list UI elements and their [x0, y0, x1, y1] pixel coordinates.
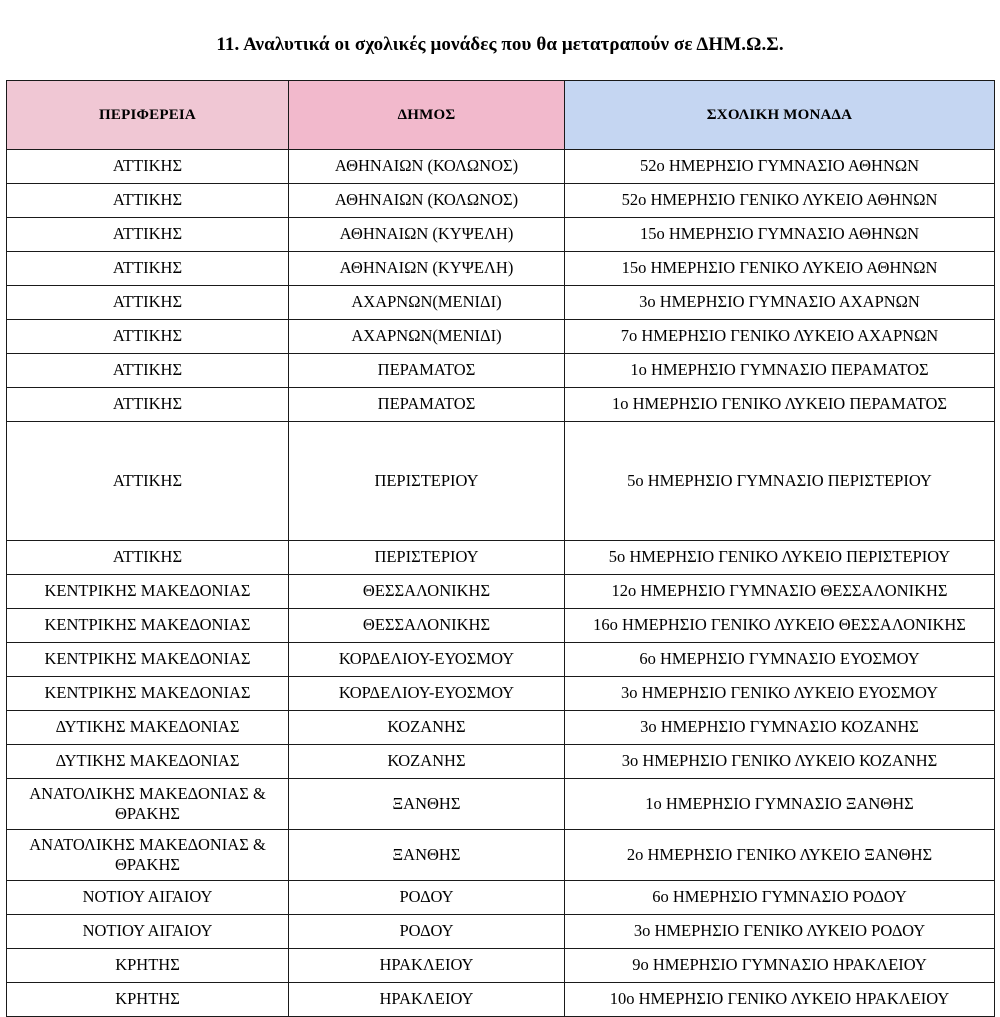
cell-region: ΑΤΤΙΚΗΣ [7, 422, 289, 541]
table-row [7, 320, 995, 354]
table-row [7, 541, 995, 575]
cell-unit: 10ο ΗΜΕΡΗΣΙΟ ΓΕΝΙΚΟ ΛΥΚΕΙΟ ΗΡΑΚΛΕΙΟΥ [565, 983, 995, 1017]
cell-region: ΑΤΤΙΚΗΣ [7, 150, 289, 184]
table-row [7, 915, 995, 949]
cell-unit: 52ο ΗΜΕΡΗΣΙΟ ΓΕΝΙΚΟ ΛΥΚΕΙΟ ΑΘΗΝΩΝ [565, 184, 995, 218]
cell-municipality: ΑΧΑΡΝΩΝ(ΜΕΝΙΔΙ) [289, 286, 565, 320]
table-row [7, 779, 995, 830]
table-header-row [7, 81, 995, 150]
cell-unit: 2ο ΗΜΕΡΗΣΙΟ ΓΕΝΙΚΟ ΛΥΚΕΙΟ ΞΑΝΘΗΣ [565, 830, 995, 881]
cell-region: ΑΝΑΤΟΛΙΚΗΣ ΜΑΚΕΔΟΝΙΑΣ & ΘΡΑΚΗΣ [7, 830, 289, 881]
cell-unit: 5ο ΗΜΕΡΗΣΙΟ ΓΥΜΝΑΣΙΟ ΠΕΡΙΣΤΕΡΙΟΥ [565, 422, 995, 541]
cell-unit: 7ο ΗΜΕΡΗΣΙΟ ΓΕΝΙΚΟ ΛΥΚΕΙΟ ΑΧΑΡΝΩΝ [565, 320, 995, 354]
cell-municipality: ΑΧΑΡΝΩΝ(ΜΕΝΙΔΙ) [289, 320, 565, 354]
table-row [7, 388, 995, 422]
table-row [7, 354, 995, 388]
cell-unit: 12ο ΗΜΕΡΗΣΙΟ ΓΥΜΝΑΣΙΟ ΘΕΣΣΑΛΟΝΙΚΗΣ [565, 575, 995, 609]
cell-municipality: ΑΘΗΝΑΙΩΝ (ΚΥΨΕΛΗ) [289, 252, 565, 286]
table-row [7, 286, 995, 320]
column-header-unit: ΣΧΟΛΙΚΗ ΜΟΝΑΔΑ [565, 81, 995, 150]
cell-municipality: ΑΘΗΝΑΙΩΝ (ΚΟΛΩΝΟΣ) [289, 150, 565, 184]
table-row [7, 575, 995, 609]
cell-unit: 3ο ΗΜΕΡΗΣΙΟ ΓΕΝΙΚΟ ΛΥΚΕΙΟ ΚΟΖΑΝΗΣ [565, 745, 995, 779]
cell-municipality: ΞΑΝΘΗΣ [289, 830, 565, 881]
table-row [7, 711, 995, 745]
table-row [7, 830, 995, 881]
cell-region: ΑΤΤΙΚΗΣ [7, 354, 289, 388]
cell-region: ΝΟΤΙΟΥ ΑΙΓΑΙΟΥ [7, 915, 289, 949]
cell-region: ΑΤΤΙΚΗΣ [7, 320, 289, 354]
table-row [7, 949, 995, 983]
table-row [7, 422, 995, 541]
cell-municipality: ΠΕΡΙΣΤΕΡΙΟΥ [289, 541, 565, 575]
cell-region: ΑΤΤΙΚΗΣ [7, 218, 289, 252]
cell-unit: 16ο ΗΜΕΡΗΣΙΟ ΓΕΝΙΚΟ ΛΥΚΕΙΟ ΘΕΣΣΑΛΟΝΙΚΗΣ [565, 609, 995, 643]
cell-unit: 1ο ΗΜΕΡΗΣΙΟ ΓΕΝΙΚΟ ΛΥΚΕΙΟ ΠΕΡΑΜΑΤΟΣ [565, 388, 995, 422]
cell-region: ΑΤΤΙΚΗΣ [7, 541, 289, 575]
cell-municipality: ΠΕΡΑΜΑΤΟΣ [289, 388, 565, 422]
cell-region: ΚΕΝΤΡΙΚΗΣ ΜΑΚΕΔΟΝΙΑΣ [7, 609, 289, 643]
cell-municipality: ΞΑΝΘΗΣ [289, 779, 565, 830]
table-row [7, 150, 995, 184]
cell-unit: 1ο ΗΜΕΡΗΣΙΟ ΓΥΜΝΑΣΙΟ ΠΕΡΑΜΑΤΟΣ [565, 354, 995, 388]
table-row [7, 983, 995, 1017]
table-row [7, 745, 995, 779]
cell-municipality: ΚΟΖΑΝΗΣ [289, 745, 565, 779]
cell-unit: 3ο ΗΜΕΡΗΣΙΟ ΓΥΜΝΑΣΙΟ ΑΧΑΡΝΩΝ [565, 286, 995, 320]
cell-municipality: ΗΡΑΚΛΕΙΟΥ [289, 983, 565, 1017]
cell-unit: 15ο ΗΜΕΡΗΣΙΟ ΓΥΜΝΑΣΙΟ ΑΘΗΝΩΝ [565, 218, 995, 252]
cell-municipality: ΚΟΡΔΕΛΙΟΥ-ΕΥΟΣΜΟΥ [289, 643, 565, 677]
table-row [7, 881, 995, 915]
cell-region: ΑΤΤΙΚΗΣ [7, 252, 289, 286]
table-row [7, 677, 995, 711]
cell-unit: 6ο ΗΜΕΡΗΣΙΟ ΓΥΜΝΑΣΙΟ ΡΟΔΟΥ [565, 881, 995, 915]
table-row [7, 184, 995, 218]
table-row [7, 252, 995, 286]
cell-municipality: ΠΕΡΙΣΤΕΡΙΟΥ [289, 422, 565, 541]
cell-unit: 3ο ΗΜΕΡΗΣΙΟ ΓΕΝΙΚΟ ΛΥΚΕΙΟ ΕΥΟΣΜΟΥ [565, 677, 995, 711]
cell-region: ΚΕΝΤΡΙΚΗΣ ΜΑΚΕΔΟΝΙΑΣ [7, 575, 289, 609]
cell-municipality: ΑΘΗΝΑΙΩΝ (ΚΥΨΕΛΗ) [289, 218, 565, 252]
cell-municipality: ΚΟΖΑΝΗΣ [289, 711, 565, 745]
cell-municipality: ΡΟΔΟΥ [289, 915, 565, 949]
cell-municipality: ΑΘΗΝΑΙΩΝ (ΚΟΛΩΝΟΣ) [289, 184, 565, 218]
cell-unit: 5ο ΗΜΕΡΗΣΙΟ ΓΕΝΙΚΟ ΛΥΚΕΙΟ ΠΕΡΙΣΤΕΡΙΟΥ [565, 541, 995, 575]
column-header-municipality: ΔΗΜΟΣ [289, 81, 565, 150]
cell-municipality: ΘΕΣΣΑΛΟΝΙΚΗΣ [289, 609, 565, 643]
cell-municipality: ΠΕΡΑΜΑΤΟΣ [289, 354, 565, 388]
cell-region: ΝΟΤΙΟΥ ΑΙΓΑΙΟΥ [7, 881, 289, 915]
table-row [7, 643, 995, 677]
table-row [7, 609, 995, 643]
cell-region: ΔΥΤΙΚΗΣ ΜΑΚΕΔΟΝΙΑΣ [7, 711, 289, 745]
cell-unit: 3ο ΗΜΕΡΗΣΙΟ ΓΕΝΙΚΟ ΛΥΚΕΙΟ ΡΟΔΟΥ [565, 915, 995, 949]
cell-region: ΑΝΑΤΟΛΙΚΗΣ ΜΑΚΕΔΟΝΙΑΣ & ΘΡΑΚΗΣ [7, 779, 289, 830]
cell-municipality: ΚΟΡΔΕΛΙΟΥ-ΕΥΟΣΜΟΥ [289, 677, 565, 711]
cell-region: ΑΤΤΙΚΗΣ [7, 388, 289, 422]
school-units-table [6, 80, 995, 1017]
cell-unit: 6ο ΗΜΕΡΗΣΙΟ ΓΥΜΝΑΣΙΟ ΕΥΟΣΜΟΥ [565, 643, 995, 677]
cell-unit: 52ο ΗΜΕΡΗΣΙΟ ΓΥΜΝΑΣΙΟ ΑΘΗΝΩΝ [565, 150, 995, 184]
cell-region: ΚΡΗΤΗΣ [7, 983, 289, 1017]
cell-unit: 1ο ΗΜΕΡΗΣΙΟ ΓΥΜΝΑΣΙΟ ΞΑΝΘΗΣ [565, 779, 995, 830]
cell-region: ΔΥΤΙΚΗΣ ΜΑΚΕΔΟΝΙΑΣ [7, 745, 289, 779]
table-body [7, 150, 995, 1017]
cell-region: ΚΕΝΤΡΙΚΗΣ ΜΑΚΕΔΟΝΙΑΣ [7, 677, 289, 711]
column-header-region: ΠΕΡΙΦΕΡΕΙΑ [7, 81, 289, 150]
table-row [7, 218, 995, 252]
cell-municipality: ΘΕΣΣΑΛΟΝΙΚΗΣ [289, 575, 565, 609]
cell-municipality: ΡΟΔΟΥ [289, 881, 565, 915]
cell-region: ΚΕΝΤΡΙΚΗΣ ΜΑΚΕΔΟΝΙΑΣ [7, 643, 289, 677]
cell-region: ΑΤΤΙΚΗΣ [7, 184, 289, 218]
cell-region: ΑΤΤΙΚΗΣ [7, 286, 289, 320]
cell-municipality: ΗΡΑΚΛΕΙΟΥ [289, 949, 565, 983]
cell-unit: 9ο ΗΜΕΡΗΣΙΟ ΓΥΜΝΑΣΙΟ ΗΡΑΚΛΕΙΟΥ [565, 949, 995, 983]
cell-region: ΚΡΗΤΗΣ [7, 949, 289, 983]
table-header [7, 81, 995, 150]
page-title: 11. Αναλυτικά οι σχολικές μονάδες που θα μετατραπούν σε ΔΗΜ.Ω.Σ. [216, 34, 784, 55]
cell-unit: 3ο ΗΜΕΡΗΣΙΟ ΓΥΜΝΑΣΙΟ ΚΟΖΑΝΗΣ [565, 711, 995, 745]
cell-unit: 15ο ΗΜΕΡΗΣΙΟ ΓΕΝΙΚΟ ΛΥΚΕΙΟ ΑΘΗΝΩΝ [565, 252, 995, 286]
